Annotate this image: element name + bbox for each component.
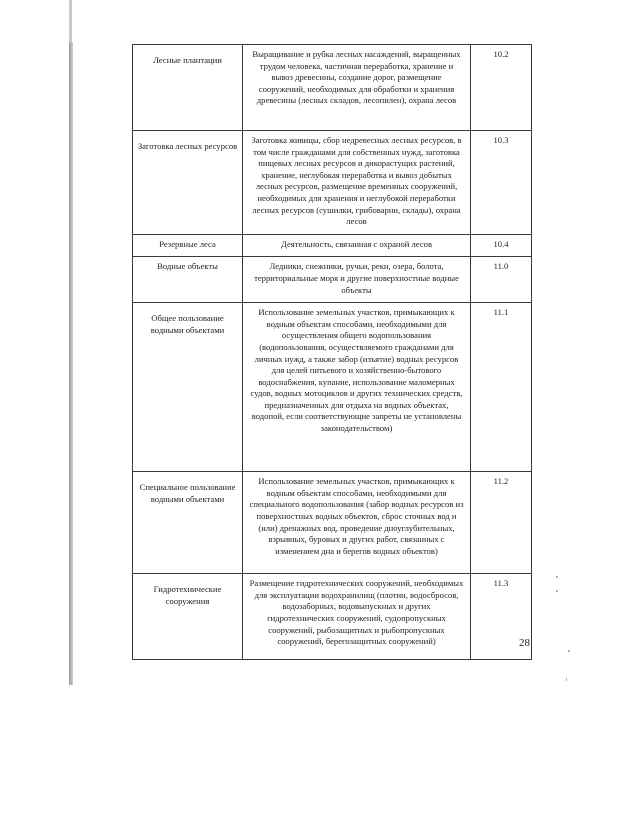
- row-code: 10.3: [471, 131, 532, 235]
- land-use-table: [132, 44, 531, 660]
- row-description: Деятельность, связанная с охраной лесов: [243, 234, 471, 257]
- scan-speck: [556, 576, 558, 578]
- table-row: [133, 131, 532, 235]
- row-code: 11.2: [471, 472, 532, 574]
- row-name: Водные объекты: [133, 257, 243, 303]
- row-description: Размещение гидротехнических сооружений, необходимых для эксплуатации водохранилищ (плотин, водосбросов, водозаборных, водовыпускных и других гидротехнических сооружений, судопропускных сооружений, рыбозащитных и рыбопропускных сооружений, берегозащитных сооружений): [243, 574, 471, 660]
- row-description: Ледники, снежники, ручьи, реки, озера, болота, территориальные моря и другие поверхностные водные объекты: [243, 257, 471, 303]
- row-name: Гидротехнические сооружения: [133, 574, 243, 660]
- scan-speck: [568, 650, 570, 652]
- row-name: Лесные плантации: [133, 45, 243, 131]
- scan-edge-shadow: [69, 42, 73, 685]
- row-code: 11.1: [471, 303, 532, 472]
- row-name: Заготовка лесных ресурсов: [133, 131, 243, 235]
- row-code: 11.0: [471, 257, 532, 303]
- page-number: 28: [519, 637, 530, 649]
- scan-speck: [556, 590, 558, 592]
- row-code: 10.2: [471, 45, 532, 131]
- scan-edge-shadow-top: [69, 0, 72, 42]
- table-row: [133, 574, 532, 660]
- table-row: [133, 303, 532, 472]
- table-row: [133, 45, 532, 131]
- row-name: Специальное пользование водными объектами: [133, 472, 243, 574]
- row-code: 11.3: [471, 574, 532, 660]
- table-row: [133, 257, 532, 303]
- row-description: Выращивание и рубка лесных насаждений, выращенных трудом человека, частичная переработка, хранение и вывоз древесины, создание дорог, размещение сооружений, необходимых для обработки и хранения древесины (лесных складов, лесопилен), охрана лесов: [243, 45, 471, 131]
- table-row: [133, 472, 532, 574]
- table-row: [133, 234, 532, 257]
- row-name: Общее пользование водными объектами: [133, 303, 243, 472]
- row-name: Резервные леса: [133, 234, 243, 257]
- row-description: Использование земельных участков, примыкающих к водным объектам способами, необходимыми для специального водопользования (забор водных ресурсов из поверхностных водных объектов, сброс сточных вод и (или) дренажных вод, проведение дноуглубительных, взрывных, буровых и других работ, связанных с изменением дна и берегов водных объектов): [243, 472, 471, 574]
- scan-speck: [566, 678, 567, 681]
- row-description: Заготовка живицы, сбор недревесных лесных ресурсов, в том числе гражданами для собственных нужд, заготовка пищевых лесных ресурсов и дикорастущих растений, хранение, неглубокая переработка и вывоз добытых лесных ресурсов, размещение временных сооружений, необходимых для хранения и неглубокой переработки лесных ресурсов (сушилки, грибоварни, склады), охрана лесов: [243, 131, 471, 235]
- row-code: 10.4: [471, 234, 532, 257]
- row-description: Использование земельных участков, примыкающих к водным объектам способами, необходимыми для осуществления общего водопользования (водопользования, осуществляемого гражданами для личных нужд, а также забор (изъятие) водных ресурсов для целей питьевого и хозяйственно-бытового водоснабжения, купание, использование маломерных судов, водных мотоциклов и других технических средств, предназначенных для отдыха на водных объектах, водопой, если соответствующие запреты не установлены законодательством): [243, 303, 471, 472]
